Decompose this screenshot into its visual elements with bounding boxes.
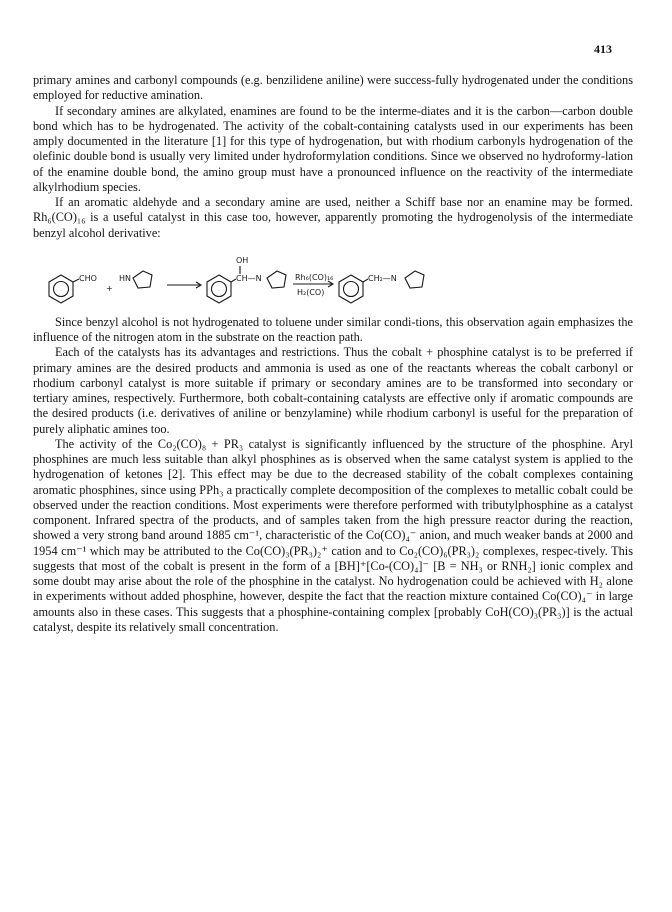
benzene-ring-icon	[207, 266, 240, 303]
hydroxyl-label: OH	[236, 255, 249, 265]
paragraph: The activity of the Co₂(CO)₈ + PR₃ catalyst is significantly influenced by the structure of the phosphine. Aryl phosphines are much less suitable than alkyl phosphines as is observed when the same catalyst system is applied to the hydrogenation of ketones [2]. This effect may be due to the decreased stability of the cobalt complexes containing aromatic phosphines, since using PPh₃ a practically complete decomposition of the complexes to metallic cobalt could be observed under the reaction conditions. Most experiments were therefore performed with tributylphosphine as a catalyst component. Infrared spectra of the products, and of samples taken from the high pressure reactor during the reaction, showed a very strong band around 1885 cm⁻¹, characteristic of the Co(CO)₄⁻ anion, and much weaker bands at 2000 and 1954 cm⁻¹ which may be attributed to the Co(CO)₃(PR₃)₂⁺ cation and to Co₂(CO)₆(PR₃)₂ complexes, respec-tively. This suggests that most of the cobalt is present in the form of a [BH]⁺[Co-(CO)₄]⁻ [B = NH₃ or RNH₂] ionic complex and some doubt may arise about the role of the phosphine in the catalyst. No hydrogenation could be achieved with H₂ alone in experiments without added phosphine, however, despite the fact that the reaction mixture contained Co(CO)₄⁻ in large amounts also in these cases. This suggests that a phosphine-containing complex [probably CoH(CO)₃(PR₃)] is the actual catalyst, despite its relatively small concentration.	[33, 436, 633, 634]
paragraph: Since benzyl alcohol is not hydrogenated to toluene under similar condi-tions, this observation again emphasizes the influence of the nitrogen atom in the substrate on the reaction path.	[33, 314, 633, 344]
pyrrolidine-ring-icon	[267, 271, 286, 288]
reagent-label: H₂(CO)	[297, 287, 325, 297]
amine-label: HN	[119, 273, 131, 283]
aldehyde-group-label: CHO	[79, 273, 97, 283]
catalyst-label: Rh₆(CO)₁₆	[295, 272, 334, 282]
reaction-scheme	[33, 247, 633, 311]
paragraph: Each of the catalysts has its advantages and restrictions. Thus the cobalt + phosphine catalyst is to be preferred if primary amines are the desired products and ammonia is used as one of the reactants whereas the cobalt carbonyl or rhodium carbonyl catalyst is more suitable if primary or secondary amines are to be transformed into secondary or tertiary amines, respectively. Furthermore, both cobalt-containing catalysts are effective only if aromatic compounds are the desired products (i.e. derivatives of aniline or benzylamine) while rhodium carbonyl is useful for the preparation of purely aliphatic amines too.	[33, 345, 633, 436]
reaction-scheme-drawing	[33, 247, 633, 311]
reaction-arrow-icon	[167, 282, 201, 288]
paragraph: If an aromatic aldehyde and a secondary amine are used, neither a Schiff base nor an enamine may be formed. Rh₆(CO)₁₆ is a useful catalyst in this case too, however, apparently promoting the hydrogenolysis of the intermediate benzyl alcohol derivative:	[33, 195, 633, 240]
paragraph: If secondary amines are alkylated, enamines are found to be the interme-diates and it is the carbon—carbon double bond which has to be hydrogenated. The activity of the cobalt-containing catalysts used in our experiments has been amply documented in the literature [1] for this type of hydrogenation, but with rhodium carbonyls hydrogenation of the olefinic double bond is usually very limited under hydroformylation conditions. Since we observed no hydroformy-lation of the enamine double bond, the amino group must have a pronounced influence on the reactivity of the intermediate alkylrhodium species.	[33, 103, 633, 194]
page-number: 413	[594, 42, 612, 56]
article-body	[33, 73, 633, 635]
paragraph: primary amines and carbonyl compounds (e.g. benzilidene aniline) were success-fully hydrogenated under the conditions employed for reductive amination.	[33, 73, 633, 103]
benzene-ring-icon	[339, 275, 368, 303]
pyrrolidine-ring-icon	[405, 271, 424, 288]
methine-amine-label: CH—N	[236, 273, 262, 283]
methylene-amine-label: CH₂—N	[368, 273, 397, 283]
pyrrolidine-ring-icon	[133, 271, 152, 288]
plus-sign: +	[106, 283, 113, 293]
benzene-ring-icon	[49, 275, 79, 303]
